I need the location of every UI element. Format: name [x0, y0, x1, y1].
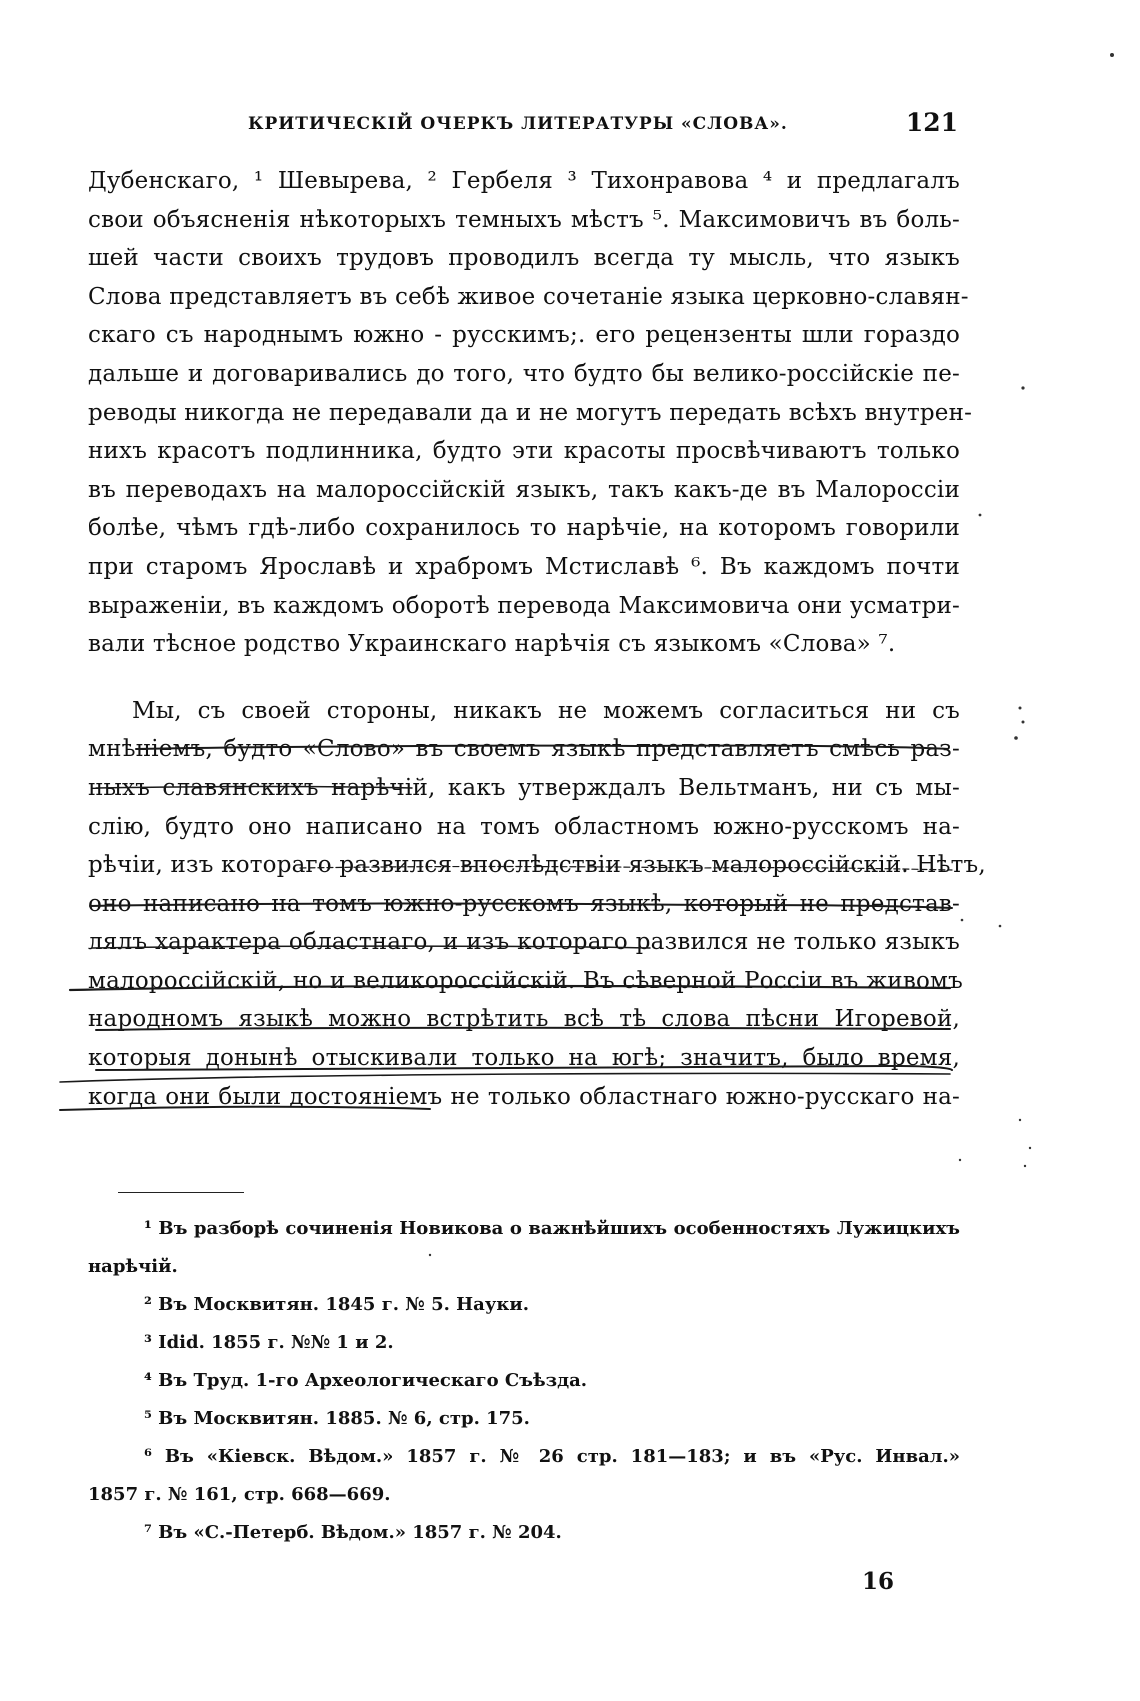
text-line: выраженіи, въ каждомъ оборотѣ перевода Максимовича они усматри-: [88, 592, 960, 619]
text-line: дальше и договаривались до того, что будто бы велико-россійскіе пе-: [88, 360, 960, 387]
text-line: при старомъ Ярославѣ и храбромъ Мстиславѣ ⁶. Въ каждомъ почти: [88, 553, 960, 580]
text-line: Мы, съ своей стороны, никакъ не можемъ согласиться ни съ: [132, 697, 960, 724]
text-line: скаго съ народнымъ южно - русскимъ;. его рецензенты шли гораздо: [88, 322, 960, 349]
paragraph-1: [88, 162, 973, 664]
text-line: Дубенскаго, ¹ Шевырева, ² Гербеля ³ Тихонравова ⁴ и предлагалъ: [88, 168, 960, 194]
text-line: шей части своихъ трудовъ проводилъ всегда ту мысль, что языкъ: [88, 245, 960, 272]
text-line: нихъ красотъ подлинника, будто эти красоты просвѣчиваютъ только: [88, 438, 960, 465]
text-line: свои объясненія нѣкоторыхъ темныхъ мѣстъ ⁵. Максимовичъ въ боль-: [88, 206, 960, 233]
footnote: нарѣчій.: [88, 1256, 178, 1277]
footnote: ² Въ Москвитян. 1845 г. № 5. Науки.: [144, 1294, 529, 1315]
text-line: ныхъ славянскихъ нарѣчій, какъ утверждалъ Вельтманъ, ни съ мы-: [88, 774, 960, 801]
paragraph-2: [88, 692, 986, 1117]
text-line: малороссійскій, но и великороссійскій. Въ сѣверной Россіи въ живомъ: [88, 967, 963, 994]
text-line: слію, будто оно написано на томъ областномъ южно-русскомъ на-: [88, 813, 960, 840]
margin-speck: [1029, 1147, 1031, 1149]
text-line: рѣчіи, изъ котораго развился впослѣдствіи языкъ малороссійскій. Нѣтъ,: [88, 852, 986, 879]
body-text: [88, 162, 986, 1116]
text-line: вали тѣсное родство Украинскаго нарѣчія съ языкомъ «Слова» ⁷.: [88, 631, 896, 658]
footnote: 1857 г. № 161, стр. 668—669.: [88, 1484, 391, 1505]
text-line: лялъ характера областнаго, и изъ котораго развился не только языкъ: [88, 929, 960, 956]
margin-speck: [999, 925, 1002, 928]
margin-speck: [1019, 1119, 1021, 1121]
footnote-divider: [118, 1192, 244, 1193]
footnotes: [88, 1210, 960, 1552]
margin-speck: [1110, 53, 1114, 57]
footnote: ⁶ Въ «Кіевск. Вѣдом.» 1857 г. № 26 стр. 181—183; и въ «Рус. Инвал.»: [144, 1446, 960, 1467]
margin-speck: [1019, 707, 1022, 710]
footnote: ⁴ Въ Труд. 1-го Археологическаго Съѣзда.: [144, 1370, 588, 1391]
margin-speck: [959, 1159, 961, 1161]
running-title: КРИТИЧЕСКІЙ ОЧЕРКЪ ЛИТЕРАТУРЫ «СЛОВА».: [248, 114, 788, 134]
text-line: реводы никогда не передавали да и не могутъ передать всѣхъ внутрен-: [88, 399, 973, 426]
text-line: въ переводахъ на малороссійскій языкъ, такъ какъ-де въ Малороссіи: [88, 476, 960, 503]
page-number: 121: [905, 108, 958, 137]
footnote: ¹ Въ разборѣ сочиненія Новикова о важнѣйшихъ особенностяхъ Лужицкихъ: [144, 1218, 960, 1239]
footnote: ⁵ Въ Москвитян. 1885. № 6, стр. 175.: [144, 1408, 530, 1429]
page-header: [88, 108, 960, 148]
margin-speck: [1021, 386, 1024, 389]
margin-speck: [961, 919, 964, 922]
margin-speck: [1014, 736, 1018, 740]
text-line: болѣе, чѣмъ гдѣ-либо сохранилось то нарѣчіе, на которомъ говорили: [88, 515, 960, 542]
margin-speck: [1022, 721, 1025, 724]
text-line: когда они были достояніемъ не только областнаго южно-русскаго на-: [88, 1083, 960, 1110]
text-line: мнѣніемъ, будто «Слово» въ своемъ языкѣ представляетъ смѣсь раз-: [88, 736, 960, 763]
text-line: которыя донынѣ отыскивали только на югѣ; значитъ, было время,: [88, 1045, 960, 1072]
margin-speck: [1024, 1165, 1026, 1167]
footnote: ⁷ Въ «С.-Петерб. Вѣдом.» 1857 г. № 204.: [144, 1522, 562, 1543]
margin-speck: [979, 514, 982, 517]
text-line: оно написано на томъ южно-русскомъ языкѣ, который не представ-: [88, 890, 960, 917]
footnote: ³ Idid. 1855 г. №№ 1 и 2.: [144, 1332, 394, 1353]
text-line: Слова представляетъ въ себѣ живое сочетаніе языка церковно-славян-: [88, 283, 969, 310]
text-line: народномъ языкѣ можно встрѣтить всѣ тѣ слова пѣсни Игоревой,: [88, 1006, 960, 1033]
signature-mark: 16: [862, 1568, 895, 1595]
